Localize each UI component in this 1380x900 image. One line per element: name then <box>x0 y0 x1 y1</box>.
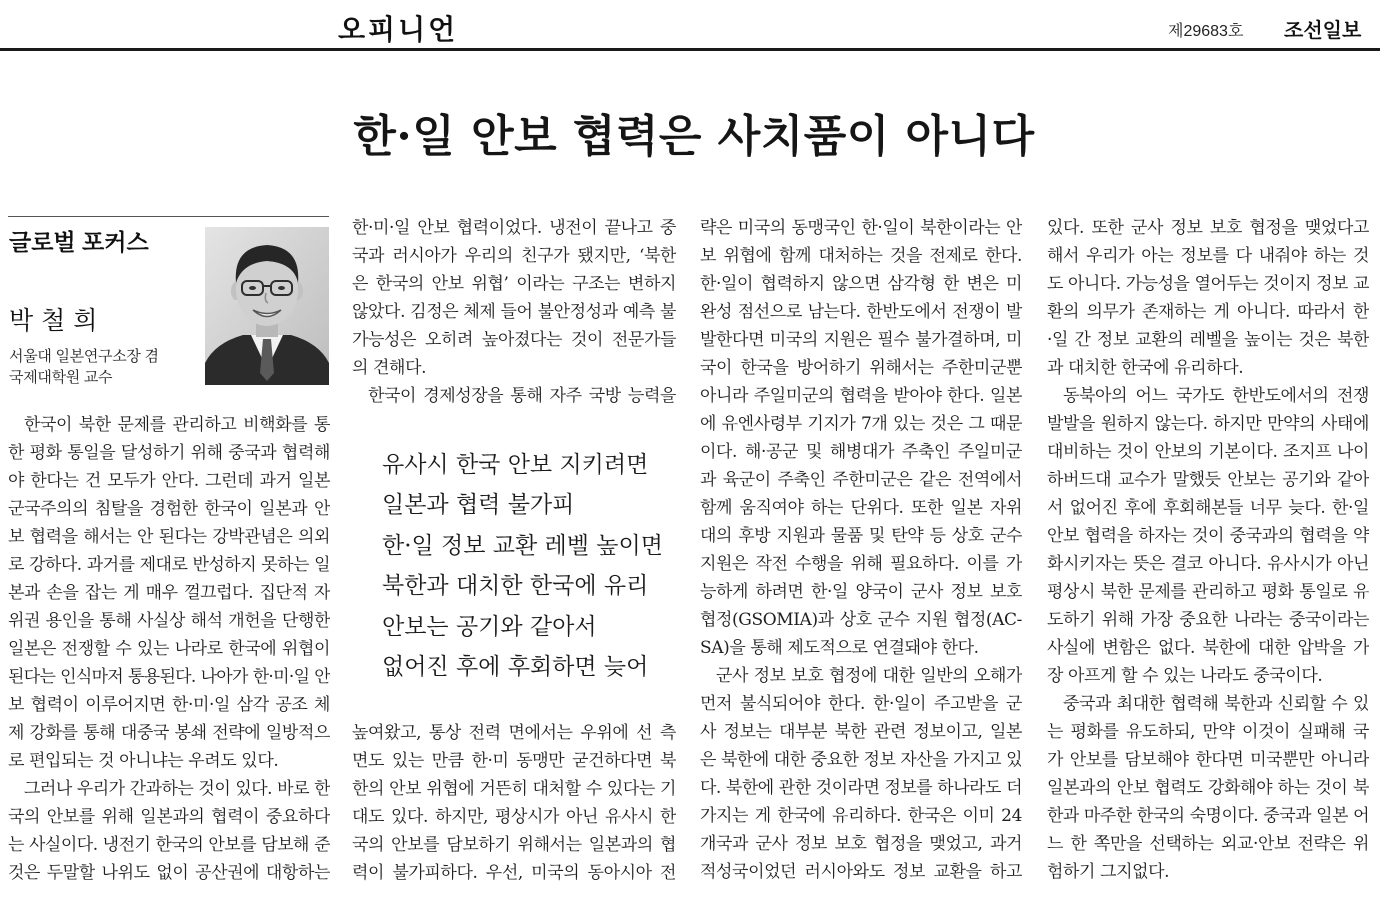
body-line: 서 없어진 후에 후회해본들 너무 늦다. 한·일 <box>1047 498 1369 518</box>
body-line: 사실에 변함은 없다. 북한에 대한 압박을 가 <box>1047 638 1369 658</box>
section-label: 오피니언 <box>338 14 459 45</box>
column-series-name: 글로벌 포커스 <box>9 229 149 255</box>
body-line: 있다. 또한 군사 정보 보호 협정을 맺었다고 <box>1047 218 1369 238</box>
author-photo <box>205 227 329 385</box>
body-line: 도 아니다. 가능성을 열어두는 것이지 정보 교 <box>1047 274 1369 294</box>
pull-quote-line: 없어진 후에 후회하면 늦어 <box>382 653 649 680</box>
body-line: 가능성은 오히려 높아졌다는 것이 전문가들 <box>352 330 676 350</box>
body-line: 한국이 경제성장을 통해 자주 국방 능력을 <box>368 386 676 406</box>
body-line: 장 아프게 할 수 있는 나라도 중국이다. <box>1047 666 1323 686</box>
body-line: 보 협력을 해서는 안 된다는 강박관념은 의외 <box>8 527 330 547</box>
pull-quote-line: 북한과 대치한 한국에 유리 <box>382 573 649 600</box>
body-line: 가 안보를 담보해야 한다면 미국뿐만 아니라 <box>1047 750 1369 770</box>
body-line: 과 육군이 주축인 주한미군은 같은 전역에서 <box>700 470 1022 490</box>
body-line: 제 강화를 통해 대중국 봉쇄 전략에 일방적으 <box>8 723 330 743</box>
body-line: SA)을 통해 제도적으로 연결돼야 한다. <box>700 638 979 658</box>
body-line: 국과 러시아가 우리의 친구가 됐지만, ‘북한 <box>352 246 676 266</box>
body-line: 은 한국의 안보 위협’ 이라는 구조는 변하지 <box>352 274 676 294</box>
body-line: 력이 불가피하다. 우선, 미국의 동아시아 전 <box>352 863 676 883</box>
body-line: 함께 움직여야 하는 단위다. 또한 일본 자위 <box>700 498 1022 518</box>
body-line: 이다. 해·공군 및 해병대가 주축인 주일미군 <box>700 442 1022 462</box>
body-line: 해서 우리가 아는 정보를 다 내줘야 하는 것 <box>1047 246 1369 266</box>
author-affiliation: 국제대학원 교수 <box>9 369 113 386</box>
body-line: 적성국이었던 러시아와도 정보 교환을 하고 <box>700 862 1022 882</box>
issue-number: 제29683호 <box>1168 23 1244 40</box>
newspaper-name: 조선일보 <box>1284 20 1362 42</box>
body-line: 에 유엔사령부 기지가 7개 있는 것은 그 때문 <box>700 414 1022 434</box>
body-line: 한 평화 통일을 달성하기 위해 중국과 협력해 <box>8 443 330 463</box>
body-line: 과 대치한 한국에 유리하다. <box>1047 358 1244 378</box>
body-line: 야 한다는 건 모두가 안다. 그런데 과거 일본 <box>8 471 330 491</box>
article-column-2-bottom <box>352 719 676 887</box>
body-line: 느 한 쪽만을 선택하는 외교·안보 전략은 위 <box>1047 834 1369 854</box>
body-line: 가지는 게 한국에 유리하다. 한국은 이미 24 <box>700 806 1022 826</box>
body-line: 평상시 북한 문제를 관리하고 평화 통일로 유 <box>1047 582 1369 602</box>
body-line: 략은 미국의 동맹국인 한·일이 북한이라는 안 <box>700 218 1022 238</box>
body-line: 험하기 그지없다. <box>1047 862 1170 882</box>
body-line: 한의 안보 위협에 거뜬히 대처할 수 있다는 기 <box>352 779 676 799</box>
body-line: 사 정보는 대부분 북한 관련 정보이고, 일본 <box>700 722 1022 742</box>
body-line: 위권 용인을 통해 사실상 해석 개헌을 단행한 <box>8 611 330 631</box>
body-line: 국의 안보를 담보하기 위해서는 일본과의 협 <box>352 835 676 855</box>
pull-quote-line: 안보는 공기와 같아서 <box>382 613 597 640</box>
body-line: 보 협력이 이루어지면 한·미·일 삼각 공조 체 <box>8 695 330 715</box>
body-line: 군국주의의 침탈을 경험한 한국이 일본과 안 <box>8 499 330 519</box>
body-line: 한·일이 협력하지 않으면 삼각형 한 변은 미 <box>700 274 1022 294</box>
pull-quote-line: 유사시 한국 안보 지키려면 <box>382 452 649 478</box>
article-column-4 <box>1047 214 1369 886</box>
body-line: 군사 정보 보호 협정에 대한 일반의 오해가 <box>716 666 1022 686</box>
body-line: 하버드대 교수가 말했듯 안보는 공기와 같아 <box>1047 470 1369 490</box>
body-line: 안보 협력을 하자는 것이 중국과의 협력을 약 <box>1047 526 1369 546</box>
body-line: 면도 있는 만큼 한·미 동맹만 굳건하다면 북 <box>352 751 676 771</box>
body-line: 높여왔고, 통상 전력 면에서는 우위에 선 측 <box>352 723 676 743</box>
body-line: 의 견해다. <box>352 358 427 378</box>
body-line: 중국과 최대한 협력해 북한과 신뢰할 수 있 <box>1063 694 1369 714</box>
body-line: 본과 손을 잡는 게 매우 껄끄럽다. 집단적 자 <box>8 583 330 603</box>
body-line: 환의 의무가 존재하는 게 아니다. 따라서 한 <box>1047 302 1369 322</box>
article-column-1 <box>8 411 330 887</box>
body-line: 는 평화를 유도하되, 만약 이것이 실패해 국 <box>1047 722 1369 742</box>
body-line: 개국과 군사 정보 보호 협정을 맺었고, 과거 <box>700 834 1022 854</box>
body-line: 다. 북한에 관한 것이라면 정보를 하나라도 더 <box>700 778 1022 798</box>
body-line: 협정(GSOMIA)과 상호 군수 지원 협정(AC- <box>700 610 1022 630</box>
article-column-3 <box>700 214 1022 886</box>
body-line: 로 강하다. 과거를 제대로 반성하지 못하는 일 <box>8 555 330 575</box>
body-line: 완성 점선으로 남는다. 한반도에서 전쟁이 발 <box>700 302 1022 322</box>
author-portrait-image <box>205 227 329 385</box>
body-line: 대비하는 것이 안보의 기본이다. 조지프 나이 <box>1047 442 1369 462</box>
body-line: 한국이 북한 문제를 관리하고 비핵화를 통 <box>24 415 330 435</box>
body-line: 한과 마주한 한국의 숙명이다. 중국과 일본 어 <box>1047 806 1369 826</box>
body-line: 발발을 원하지 않는다. 하지만 만약의 사태에 <box>1047 414 1369 434</box>
body-line: ·일 간 정보 교환의 레벨을 높이는 것은 북한 <box>1047 330 1369 350</box>
body-line: 능하게 하려면 한·일 양국이 군사 정보 보호 <box>700 582 1022 602</box>
body-line: 대도 있다. 하지만, 평상시가 아닌 유사시 한 <box>352 807 676 827</box>
body-line: 대의 후방 지원과 물품 및 탄약 등 상호 군수 <box>700 526 1022 546</box>
body-line: 국이 한국을 방어하기 위해서는 주한미군뿐 <box>700 358 1022 378</box>
body-line: 않았다. 김정은 체제 들어 불안정성과 예측 불 <box>352 302 676 322</box>
body-line: 로 편입되는 것 아니냐는 우려도 있다. <box>8 751 279 771</box>
body-line: 그러나 우리가 간과하는 것이 있다. 바로 한 <box>24 779 330 799</box>
body-line: 국의 안보를 위해 일본과의 협력이 중요하다 <box>8 807 330 827</box>
headline: 한·일 안보 협력은 사치품이 아니다 <box>353 111 1035 162</box>
body-line: 보 위협에 함께 대처하는 것을 전제로 한다. <box>700 246 1022 266</box>
body-line: 아니라 주일미군의 협력을 받아야 한다. 일본 <box>700 386 1022 406</box>
body-line: 것은 두말할 나위도 없이 공산권에 대항하는 <box>8 863 330 883</box>
body-line: 도하기 위해 가장 중요한 나라는 중국이라는 <box>1047 610 1369 630</box>
body-line: 지원은 작전 수행을 위해 필요하다. 이를 가 <box>700 554 1022 574</box>
article-column-2-top <box>352 214 676 410</box>
body-line: 된다는 인식마저 통용된다. 나아가 한·미·일 안 <box>8 667 330 687</box>
pull-quote-line: 일본과 협력 불가피 <box>382 492 575 519</box>
body-line: 화시키자는 뜻은 결코 아니다. 유사시가 아닌 <box>1047 554 1369 574</box>
header-rule <box>0 48 1380 51</box>
author-affiliation: 서울대 일본연구소장 겸 <box>9 348 159 365</box>
body-line: 동북아의 어느 국가도 한반도에서의 전쟁 <box>1063 386 1369 406</box>
body-line: 일본과의 안보 협력도 강화해야 하는 것이 북 <box>1047 778 1369 798</box>
body-line: 먼저 불식되어야 한다. 한·일이 주고받을 군 <box>700 694 1022 714</box>
pull-quote-line: 한·일 정보 교환 레벨 높이면 <box>382 532 663 559</box>
body-line: 발한다면 미국의 지원은 필수 불가결하며, 미 <box>700 330 1022 350</box>
body-line: 은 북한에 대한 중요한 정보 자산을 가지고 있 <box>700 750 1022 770</box>
body-line: 한·미·일 안보 협력이었다. 냉전이 끝나고 중 <box>352 218 676 238</box>
author-name: 박 철 희 <box>9 306 98 335</box>
column-top-rule <box>8 216 329 217</box>
body-line: 일본은 전쟁할 수 있는 나라로 한국에 위협이 <box>8 639 330 659</box>
pull-quote <box>382 445 674 687</box>
body-line: 는 사실이다. 냉전기 한국의 안보를 담보해 준 <box>8 835 330 855</box>
